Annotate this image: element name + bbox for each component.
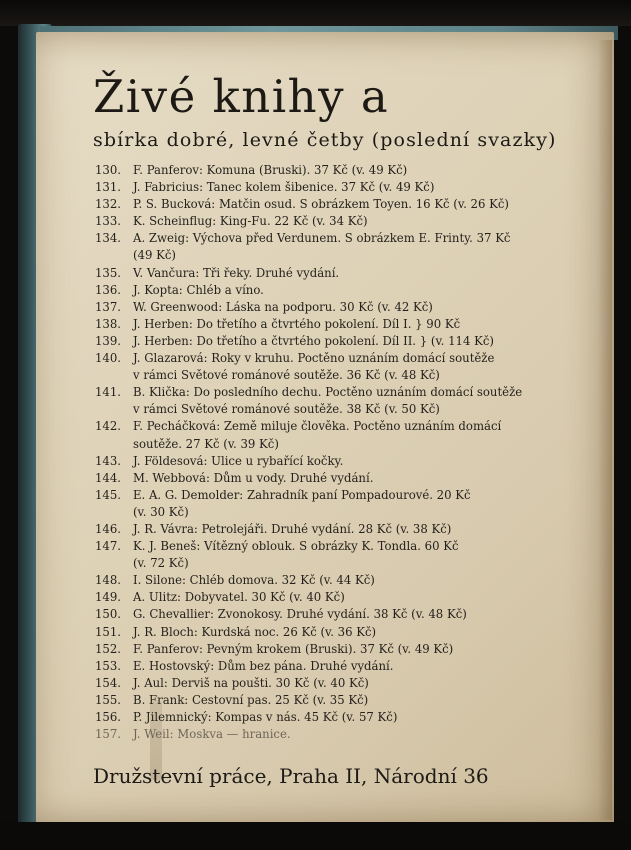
book-entry: K. Scheinflug: King-Fu. 22 Kč (v. 34 Kč) (133, 214, 368, 229)
book-entry: J. R. Bloch: Kurdská noc. 26 Kč (v. 36 Kč) (133, 624, 377, 639)
book-list-item (95, 675, 565, 692)
book-list-item (95, 606, 565, 623)
book-number: 141. (95, 385, 122, 400)
book-entry: E. Hostovský: Dům bez pána. Druhé vydání. (133, 658, 394, 673)
book-number: 149. (95, 590, 122, 605)
book-number: 155. (95, 692, 122, 707)
book-number: 145. (95, 487, 122, 502)
book-entry: P. Jilemnický: Kompas v nás. 45 Kč (v. 57 Kč) (133, 710, 398, 724)
book-list-item (95, 367, 565, 384)
book-list-item (95, 384, 565, 401)
book-list-item (95, 658, 565, 675)
book-number: 142. (95, 419, 122, 434)
book-entry: P. S. Bucková: Matčin osud. S obrázkem Toyen. 16 Kč (v. 26 Kč) (133, 197, 509, 212)
book-list-item (95, 282, 565, 299)
book-list-item (95, 316, 565, 333)
book-list-item (95, 538, 565, 555)
book-entry: F. Panferov: Pevným krokem (Bruski). 37 Kč (v. 49 Kč) (133, 641, 454, 656)
book-list-item (95, 213, 565, 230)
book-list-item (95, 436, 565, 453)
book-list-item (95, 487, 565, 504)
book-list-item (95, 692, 565, 709)
publisher-line: Družstevní práce, Praha II, Národní 36 (93, 764, 489, 788)
book-list-item (95, 555, 565, 572)
book-list-item (95, 350, 565, 367)
book-number: 157. (95, 727, 122, 742)
book-entry: M. Webbová: Dům u vody. Druhé vydání. (133, 470, 374, 485)
book-entry: J. Fabricius: Tanec kolem šibenice. 37 Kč (v. 49 Kč) (133, 180, 435, 195)
book-number (95, 247, 133, 264)
book-list-item (95, 401, 565, 418)
book-number: 131. (95, 180, 122, 195)
book-entry: v rámci Světové románové soutěže. 38 Kč (v. 50 Kč) (133, 402, 440, 417)
book-list-item (95, 179, 565, 196)
book-entry: (v. 30 Kč) (133, 504, 189, 519)
book-list-item (95, 265, 565, 282)
book-entry: A. Zweig: Výchova před Verdunem. S obrázkem E. Frinty. 37 Kč (133, 231, 511, 246)
book-number: 152. (95, 641, 122, 656)
book-entry: W. Greenwood: Láska na podporu. 30 Kč (v. 42 Kč) (133, 299, 433, 314)
book-number: 136. (95, 282, 122, 297)
book-list-item (95, 726, 565, 743)
book-entry: (v. 72 Kč) (133, 556, 189, 571)
book-entry: B. Klička: Do posledního dechu. Poctěno uznáním domácí soutěže (133, 385, 523, 400)
book-entry: J. R. Vávra: Petrolejáři. Druhé vydání. 28 Kč (v. 38 Kč) (133, 521, 452, 536)
book-number: 143. (95, 453, 122, 468)
book-entry: G. Chevallier: Zvonokosy. Druhé vydání. 38 Kč (v. 48 Kč) (133, 607, 467, 622)
book-number (95, 367, 133, 384)
book-entry: B. Frank: Cestovní pas. 25 Kč (v. 35 Kč) (133, 692, 369, 707)
book-number (95, 555, 133, 572)
book-number: 133. (95, 214, 122, 229)
book-number: 140. (95, 351, 122, 366)
series-title: Živé knihy a (93, 70, 390, 123)
book-number: 132. (95, 197, 122, 212)
book-entry: J. Földesová: Ulice u rybařící kočky. (133, 453, 344, 468)
book-number: 153. (95, 658, 122, 673)
book-entry: I. Silone: Chléb domova. 32 Kč (v. 44 Kč) (133, 573, 375, 588)
book-entry: F. Pecháčková: Země miluje člověka. Poctěno uznáním domácí (133, 419, 502, 434)
book-number: 150. (95, 607, 122, 622)
book-list-item (95, 162, 565, 179)
book-list-item (95, 196, 565, 213)
book-number: 134. (95, 231, 122, 246)
book-entry: F. Panferov: Komuna (Bruski). 37 Kč (v. 49 Kč) (133, 163, 408, 177)
book-number: 135. (95, 265, 122, 280)
book-number (95, 436, 133, 453)
book-number: 147. (95, 539, 122, 554)
book-list-item (95, 299, 565, 316)
photo-background-top (0, 0, 631, 26)
book-list-item (95, 589, 565, 606)
book-entry: V. Vančura: Tři řeky. Druhé vydání. (133, 265, 340, 280)
book-entry: J. Weil: Moskva — hranice. (133, 727, 291, 742)
book-entry: J. Herben: Do třetího a čtvrtého pokolení. Díl II. } (v. 114 Kč) (133, 333, 494, 348)
book-entry: J. Aul: Derviš na poušti. 30 Kč (v. 40 Kč) (133, 675, 369, 690)
book-entry: E. A. G. Demolder: Zahradník paní Pompadourové. 20 Kč (133, 487, 471, 502)
book-number: 139. (95, 333, 122, 348)
book-number (95, 504, 133, 521)
book-list-item (95, 641, 565, 658)
book-list-item (95, 709, 565, 726)
book-entry: K. J. Beneš: Vítězný oblouk. S obrázky K. Tondla. 60 Kč (133, 539, 459, 554)
book-number: 130. (95, 163, 122, 177)
book-list-item (95, 230, 565, 247)
book-entry: J. Herben: Do třetího a čtvrtého pokolení. Díl I. } 90 Kč (133, 316, 461, 331)
book-number (95, 401, 133, 418)
book-list (95, 162, 565, 743)
book-list-item (95, 333, 565, 350)
book-entry: (49 Kč) (133, 248, 176, 263)
book-list-item (95, 453, 565, 470)
book-list-item (95, 521, 565, 538)
book-entry: v rámci Světové románové soutěže. 36 Kč (v. 48 Kč) (133, 368, 440, 383)
book-list-item (95, 572, 565, 589)
book-number: 151. (95, 624, 122, 639)
book-list-item (95, 418, 565, 435)
cover-edge-shadow (598, 40, 612, 820)
book-number: 154. (95, 675, 122, 690)
book-entry: A. Ulitz: Dobyvatel. 30 Kč (v. 40 Kč) (133, 590, 345, 605)
book-list-item (95, 470, 565, 487)
photo-background-bottom (0, 822, 631, 850)
book-number: 146. (95, 521, 122, 536)
book-entry: J. Glazarová: Roky v kruhu. Poctěno uznáním domácí soutěže (133, 351, 495, 366)
book-list-item (95, 504, 565, 521)
book-number: 138. (95, 316, 122, 331)
book-number: 144. (95, 470, 122, 485)
book-number: 156. (95, 710, 122, 724)
book-entry: J. Kopta: Chléb a víno. (133, 282, 264, 297)
series-subtitle: sbírka dobré, levné četby (poslední svazky) (93, 129, 557, 151)
book-list-item (95, 247, 565, 264)
book-number: 148. (95, 573, 122, 588)
book-entry: soutěže. 27 Kč (v. 39 Kč) (133, 436, 279, 451)
book-number: 137. (95, 299, 122, 314)
book-list-item (95, 624, 565, 641)
